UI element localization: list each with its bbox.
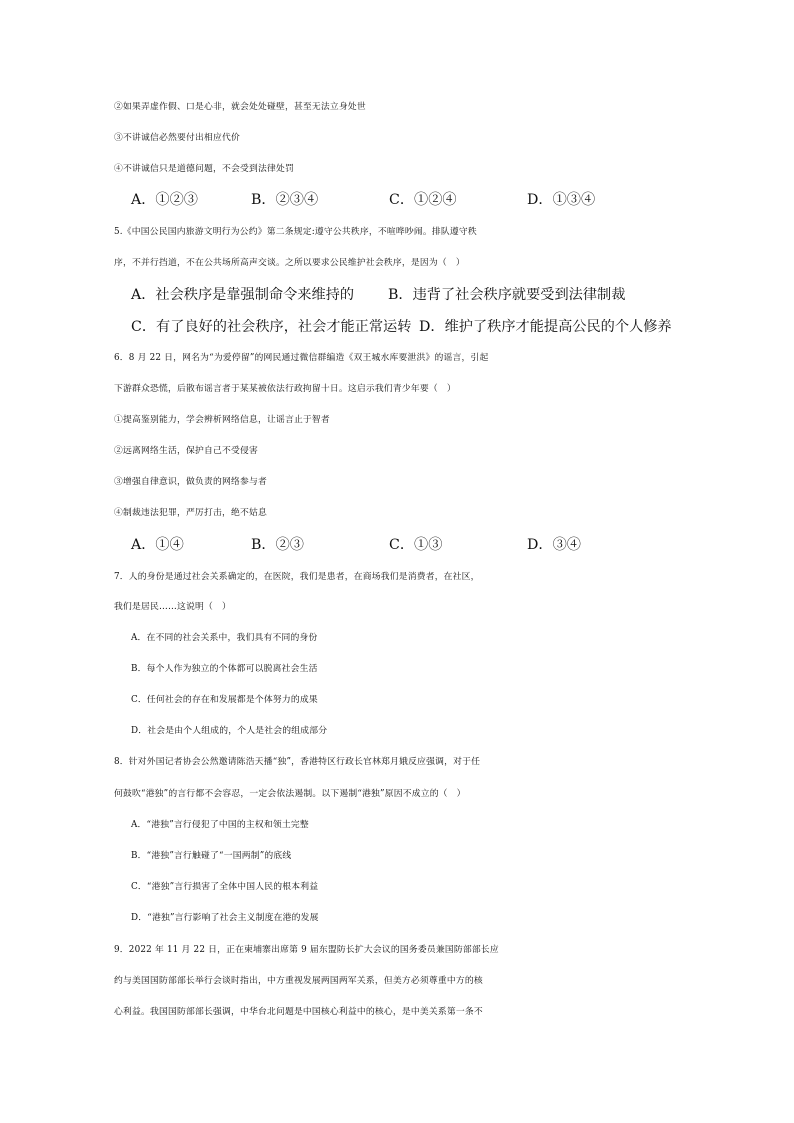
q9-stem-line-1: 9．2022 年 11 月 22 日，正在柬埔寨出席第 9 届东盟防长扩大会议的国务委员兼国防部部长应 xyxy=(114,945,499,955)
q8-option-d[interactable]: D．“港独”言行影响了社会主义制度在港的发展 xyxy=(131,913,319,923)
q8-option-b[interactable]: B．“港独”言行触碰了“一国两制”的底线 xyxy=(131,851,292,861)
q8-option-a[interactable]: A．“港独”言行侵犯了中国的主权和领土完整 xyxy=(131,820,309,830)
q7-option-a[interactable]: A．在不同的社会关系中，我们具有不同的身份 xyxy=(131,633,318,643)
q6-item-4: ④制裁违法犯罪，严厉打击，绝不姑息 xyxy=(114,508,267,518)
q5-stem-line-2: 序，不并行挡道，不在公共场所高声交谈。之所以要求公民维护社会秩序，是因为（ ） xyxy=(114,258,465,268)
q5-option-a[interactable]: A．社会秩序是靠强制命令来维持的 xyxy=(131,287,355,303)
q4-item-3: ③不讲诚信必然要付出相应代价 xyxy=(114,133,240,143)
q8-stem-line-1: 8．针对外国记者协会公然邀请陈浩天播“独”，香港特区行政长官林郑月娥反应强调，对于任 xyxy=(114,757,481,767)
q6-stem-line-2: 下游群众恐慌，后散布谣言者于某某被依法行政拘留十日。这启示我们青少年要（ ） xyxy=(114,384,456,394)
q5-stem-line-1: 5.《中国公民国内旅游文明行为公约》第二条规定:遵守公共秩序，不喧哗吵闹。排队遵守秩 xyxy=(114,227,477,237)
q9-stem-line-2: 约与美国国防部部长举行会谈时指出，中方重视发展两国两军关系，但美方必须尊重中方的核 xyxy=(114,976,483,986)
q6-item-2: ②远离网络生活，保护自己不受侵害 xyxy=(114,446,258,456)
q4-option-a[interactable]: A．①②③ xyxy=(131,192,198,208)
q4-item-2: ②如果弄虚作假、口是心非，就会处处碰壁，甚至无法立身处世 xyxy=(114,102,366,112)
q4-option-b[interactable]: B．②③④ xyxy=(251,192,319,208)
q7-option-c[interactable]: C．任何社会的存在和发展都是个体努力的成果 xyxy=(131,695,318,705)
q7-stem-line-1: 7．人的身份是通过社会关系确定的，在医院，我们是患者，在商场我们是消费者，在社区， xyxy=(114,572,480,582)
q6-item-3: ③增强自律意识，做负责的网络参与者 xyxy=(114,477,267,487)
q8-stem-line-2: 何鼓吹“港独”的言行都不会容忍，一定会依法遏制。以下遏制“港独”原因不成立的（ ） xyxy=(114,789,466,799)
q7-option-d[interactable]: D．社会是由个人组成的，个人是社会的组成部分 xyxy=(131,726,328,736)
q6-option-d[interactable]: D．③④ xyxy=(527,537,581,553)
q8-option-c[interactable]: C．“港独”言行损害了全体中国人民的根本利益 xyxy=(131,882,319,892)
q7-option-b[interactable]: B．每个人作为独立的个体都可以脱离社会生活 xyxy=(131,664,318,674)
q6-option-b[interactable]: B．②③ xyxy=(251,537,304,553)
q5-option-d[interactable]: D．维护了秩序才能提高公民的个人修养 xyxy=(419,319,672,335)
q5-option-b[interactable]: B．违背了社会秩序就要受到法律制裁 xyxy=(388,287,626,303)
q7-stem-line-2: 我们是居民……这说明（ ） xyxy=(114,602,231,612)
q6-option-c[interactable]: C．①③ xyxy=(389,537,443,553)
q5-option-c[interactable]: C．有了良好的社会秩序，社会才能正常运转 xyxy=(131,319,412,335)
q4-option-d[interactable]: D．①③④ xyxy=(527,192,596,208)
q6-option-a[interactable]: A．①④ xyxy=(131,537,184,553)
q4-option-c[interactable]: C．①②④ xyxy=(389,192,457,208)
q4-item-4: ④不讲诚信只是道德问题，不会受到法律处罚 xyxy=(114,164,294,174)
q6-stem-line-1: 6．8 月 22 日，网名为“为爱停留”的网民通过微信群编造《双王城水库要泄洪》的谣言，引起 xyxy=(114,353,489,363)
q6-item-1: ①提高鉴别能力，学会辨析网络信息，让谣言止于智者 xyxy=(114,415,330,425)
q9-stem-line-3: 心利益。我国国防部部长强调，中华台北问题是中国核心利益中的核心，是中美关系第一条不 xyxy=(114,1007,483,1017)
